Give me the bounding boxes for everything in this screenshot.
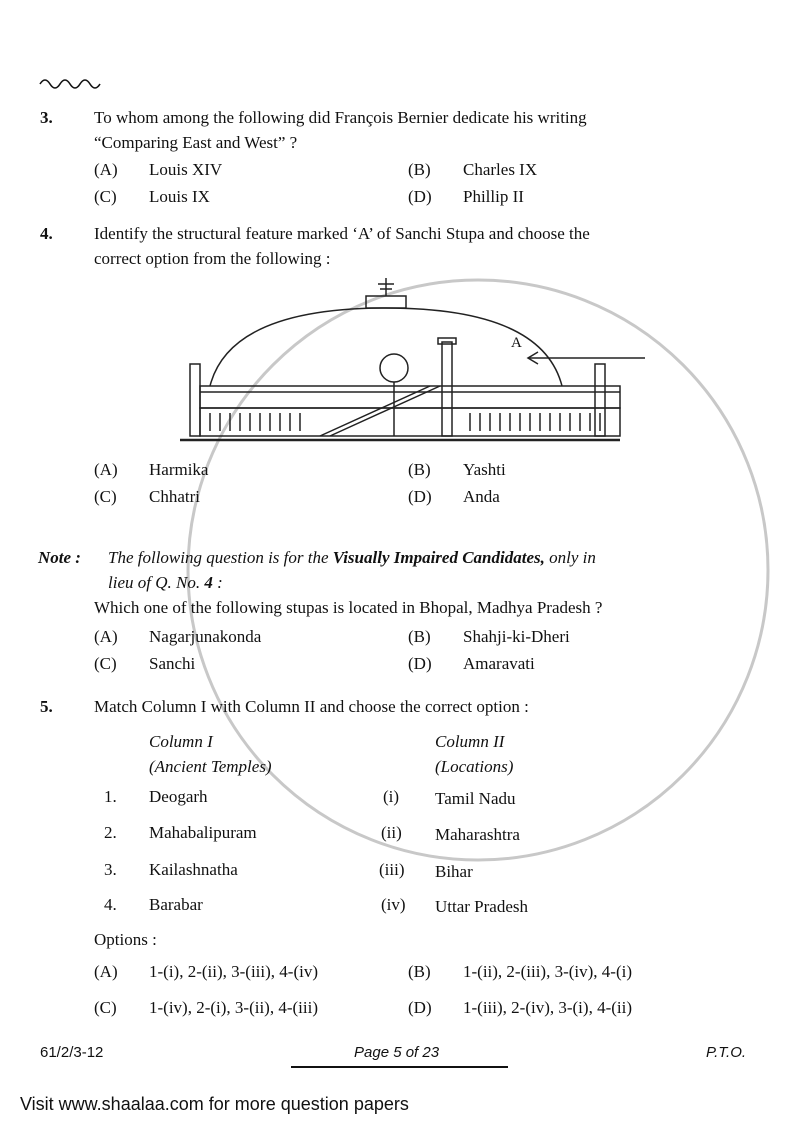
pto-label: P.T.O. <box>706 1044 747 1061</box>
note-option-c-label: (C) <box>94 654 117 673</box>
column-2-subtitle: (Locations) <box>435 757 514 776</box>
note-option-b: Shahji-ki-Dheri <box>463 627 570 646</box>
note-text-2: lieu of Q. No. 4 : <box>108 573 223 592</box>
match-row-1-temple: Deogarh <box>149 787 208 806</box>
note-option-a: Nagarjunakonda <box>149 627 262 646</box>
q3-option-a: Louis XIV <box>149 160 223 179</box>
match-row-3-number: 3. <box>104 860 117 879</box>
visit-link[interactable]: Visit www.shaalaa.com for more question papers <box>20 1094 409 1114</box>
q5-option-b-label: (B) <box>408 962 431 981</box>
match-row-3-temple: Kailashnatha <box>149 860 238 879</box>
q5-option-d-label: (D) <box>408 998 432 1017</box>
q3-option-c: Louis IX <box>149 187 210 206</box>
match-row-2-location: Maharashtra <box>435 825 520 844</box>
column-1-title: Column I <box>149 732 213 751</box>
q5-option-b: 1-(ii), 2-(iii), 3-(iv), 4-(i) <box>463 962 632 981</box>
q3-option-c-label: (C) <box>94 187 117 206</box>
match-row-4-number: 4. <box>104 895 117 914</box>
match-row-1-location: Tamil Nadu <box>435 789 516 808</box>
match-row-2-number: 2. <box>104 823 117 842</box>
q4-option-a: Harmika <box>149 460 209 479</box>
match-row-2-temple: Mahabalipuram <box>149 823 257 842</box>
note-option-d: Amaravati <box>463 654 535 673</box>
match-row-3-location: Bihar <box>435 862 473 881</box>
q5-option-c: 1-(iv), 2-(i), 3-(ii), 4-(iii) <box>149 998 318 1017</box>
paper-code: 61/2/3-12 <box>40 1044 104 1061</box>
column-1-subtitle: (Ancient Temples) <box>149 757 272 776</box>
q3-text-1: To whom among the following did François Bernier dedicate his writing <box>94 108 587 127</box>
page-number: Page 5 of 23 <box>354 1044 440 1061</box>
q5-option-d: 1-(iii), 2-(iv), 3-(i), 4-(ii) <box>463 998 632 1017</box>
options-label: Options : <box>94 930 157 949</box>
sanchi-stupa-diagram <box>170 272 660 448</box>
q4-text-1: Identify the structural feature marked ‘A’ of Sanchi Stupa and choose the <box>94 224 590 243</box>
note-question: Which one of the following stupas is located in Bhopal, Madhya Pradesh ? <box>94 598 603 617</box>
q3-option-b-label: (B) <box>408 160 431 179</box>
match-row-3-roman: (iii) <box>379 860 405 879</box>
note-option-d-label: (D) <box>408 654 432 673</box>
q5-text: Match Column I with Column II and choose the correct option : <box>94 697 529 716</box>
q4-option-c-label: (C) <box>94 487 117 506</box>
q4-option-a-label: (A) <box>94 460 118 479</box>
match-row-4-temple: Barabar <box>149 895 203 914</box>
q5-option-a: 1-(i), 2-(ii), 3-(iii), 4-(iv) <box>149 962 318 981</box>
q3-option-b: Charles IX <box>463 160 538 179</box>
column-2-title: Column II <box>435 732 505 751</box>
q3-option-d-label: (D) <box>408 187 432 206</box>
q4-option-d-label: (D) <box>408 487 432 506</box>
q4-text-2: correct option from the following : <box>94 249 331 268</box>
squiggle-mark <box>38 74 104 90</box>
q5-option-c-label: (C) <box>94 998 117 1017</box>
match-row-1-roman: (i) <box>383 787 400 806</box>
q5-number: 5. <box>40 697 53 716</box>
q3-text-2: “Comparing East and West” ? <box>94 133 298 152</box>
q4-number: 4. <box>40 224 53 243</box>
match-row-2-roman: (ii) <box>381 823 402 842</box>
note-text-1: The following question is for the Visually Impaired Candidates, only in <box>108 548 596 567</box>
match-row-4-roman: (iv) <box>381 895 406 914</box>
q5-option-a-label: (A) <box>94 962 118 981</box>
q4-option-b-label: (B) <box>408 460 431 479</box>
q4-option-b: Yashti <box>463 460 506 479</box>
match-row-4-location: Uttar Pradesh <box>435 897 529 916</box>
footer-underline <box>291 1066 508 1068</box>
note-label: Note : <box>38 548 81 567</box>
diagram-label-a: A <box>511 335 522 351</box>
q4-option-c: Chhatri <box>149 487 200 506</box>
match-row-1-number: 1. <box>104 787 117 806</box>
note-option-b-label: (B) <box>408 627 431 646</box>
q3-option-d: Phillip II <box>463 187 524 206</box>
note-option-c: Sanchi <box>149 654 196 673</box>
q4-option-d: Anda <box>463 487 500 506</box>
q3-number: 3. <box>40 108 53 127</box>
q3-option-a-label: (A) <box>94 160 118 179</box>
note-option-a-label: (A) <box>94 627 118 646</box>
